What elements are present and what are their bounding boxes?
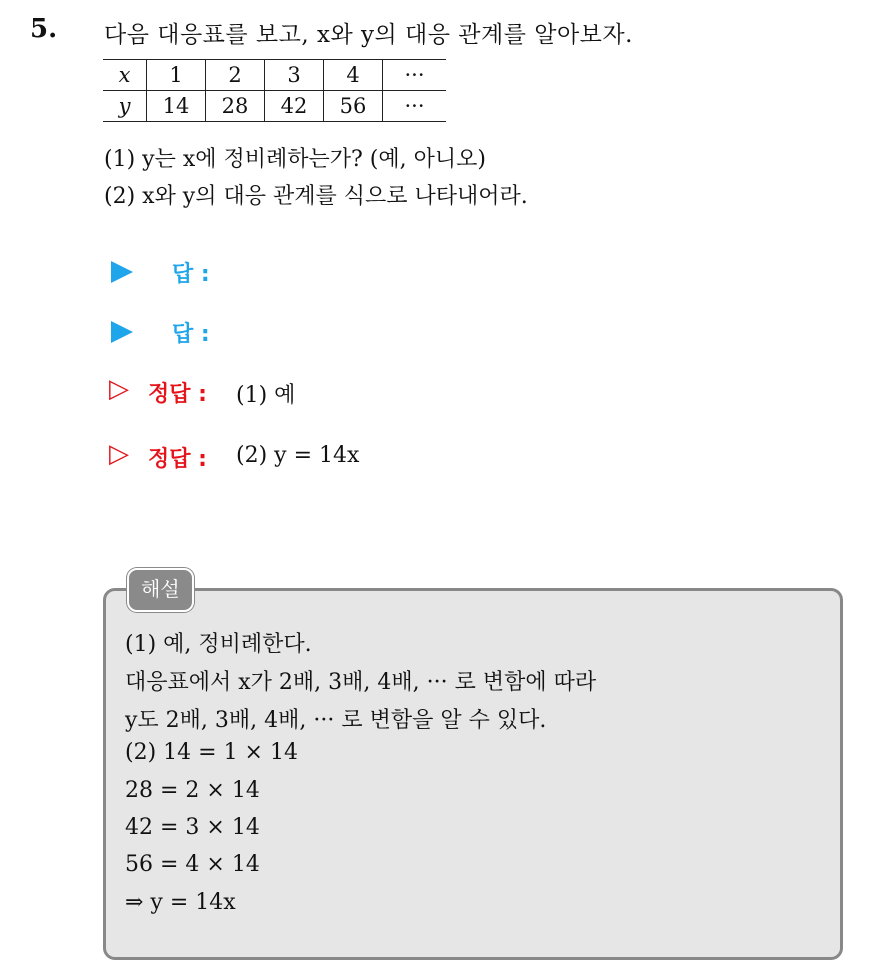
correct-answer-value: (1) 예 — [236, 383, 296, 408]
table-cell: ··· — [383, 91, 447, 122]
correct-answer-value: (2) y = 14x — [236, 443, 360, 468]
solution-line: 대응표에서 x가 2배, 3배, 4배, ··· 로 변함에 따라 — [125, 670, 597, 695]
table-row — [103, 60, 446, 91]
outline-arrow-icon: ▷ — [109, 439, 129, 469]
table-cell: ··· — [383, 60, 447, 91]
question-number: 5. — [30, 14, 58, 44]
play-arrow-icon — [111, 261, 133, 283]
solution-tag: 해설 — [127, 568, 194, 612]
solution-line: (1) 예, 정비례한다. — [125, 632, 312, 657]
table-row — [103, 91, 446, 122]
table-cell: 42 — [265, 91, 324, 122]
solution-line: (2) 14 = 1 × 14 — [125, 740, 298, 765]
table-cell: 4 — [324, 60, 383, 91]
solution-line: 56 = 4 × 14 — [125, 852, 260, 877]
table-cell: 56 — [324, 91, 383, 122]
correct-answer-label: 정답 : — [148, 447, 207, 472]
solution-line: ⇒ y = 14x — [125, 890, 236, 915]
correct-answer-label: 정답 : — [148, 382, 207, 407]
answer-prompt-label: 답 : — [172, 262, 210, 287]
solution-line: 42 = 3 × 14 — [125, 815, 260, 840]
table-cell: 2 — [206, 60, 265, 91]
table-cell: 3 — [265, 60, 324, 91]
table-cell: y — [103, 91, 147, 122]
table-cell: 1 — [147, 60, 206, 91]
outline-arrow-icon: ▷ — [109, 374, 129, 404]
solution-line: y도 2배, 3배, 4배, ··· 로 변함을 알 수 있다. — [125, 708, 547, 733]
question-text: 다음 대응표를 보고, x와 y의 대응 관계를 알아보자. — [104, 22, 633, 48]
table-cell: 28 — [206, 91, 265, 122]
subquestion-2: (2) x와 y의 대응 관계를 식으로 나타내어라. — [104, 184, 528, 209]
table-cell: x — [103, 60, 147, 91]
solution-line: 28 = 2 × 14 — [125, 778, 260, 803]
play-arrow-icon — [111, 321, 133, 343]
table-cell: 14 — [147, 91, 206, 122]
subquestion-1: (1) y는 x에 정비례하는가? (예, 아니오) — [104, 147, 486, 172]
correspondence-table — [103, 59, 446, 122]
answer-prompt-label: 답 : — [172, 322, 210, 347]
